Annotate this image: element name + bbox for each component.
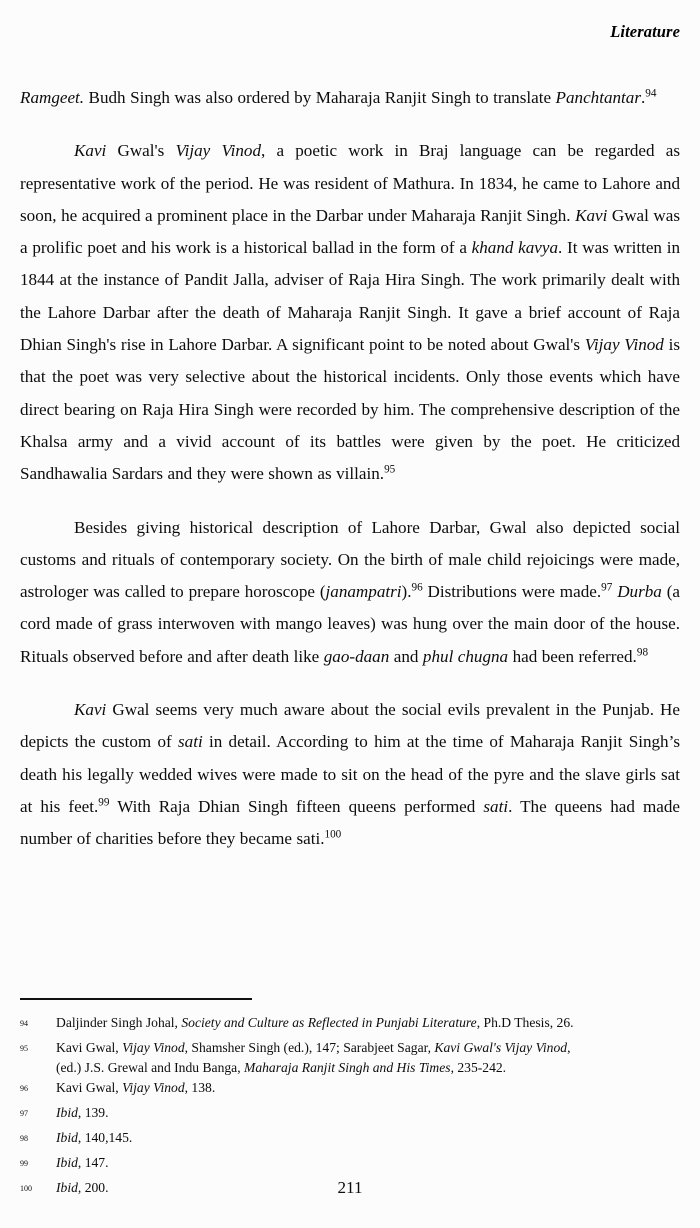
text-run: , 147. (77, 1154, 109, 1170)
italic-title: Ibid (56, 1104, 78, 1120)
footnote-line (56, 1013, 680, 1033)
text-run: Besides giving historical description of Lahore Darbar, Gwal also depicted social customs and rituals of contemporary society. On the birth of male child rejoicings were made, astrologer was called to prepare horoscope ( (20, 517, 680, 602)
italic-title: Kavi Gwal's Vijay Vinod (434, 1039, 568, 1055)
footnote-line (56, 1153, 680, 1173)
text-run: . (641, 88, 646, 107)
footnote-line (56, 1128, 680, 1148)
footnote-reference[interactable]: 97 (601, 581, 613, 594)
italic-title: khand kavya (471, 238, 559, 258)
footnote-text (56, 1013, 680, 1033)
footnote-reference[interactable]: 98 (636, 646, 649, 659)
footnote-number: 96 (20, 1083, 28, 1093)
text-run: , a poetic work in Braj language can be regarded as representative work of the period. He was resident of Mathura. In 1834, he came to Lahore and soon, he acquired a prominent place in the Darbar under Maharaja Ranjit Singh. (20, 141, 680, 225)
text-run: Budh Singh was also ordered by Maharaja Ranjit Singh to translate (84, 88, 556, 107)
footnote-line (56, 1058, 680, 1078)
italic-title: Vijay Vinod (122, 1079, 185, 1095)
text-run: Gwal's (106, 141, 176, 161)
text-run: ). (401, 582, 412, 602)
italic-title: Kavi (575, 205, 608, 225)
italic-title: Society and Culture as Reflected in Punjabi Literature (181, 1015, 477, 1030)
para-besides-historical (20, 512, 680, 673)
text-run: Daljinder Singh Johal, (56, 1015, 182, 1030)
text-run: , 200. (77, 1179, 109, 1195)
text-run: . It was written in 1844 at the instance of Pandit Jalla, adviser of Raja Hira Singh. The work primarily dealt with the Lahore Darbar after the death of Maharaja Ranjit Singh. It gave a brief account of Raja Dhian Singh's rise in Lahore Darbar. A significant point to be noted about Gwal's (20, 238, 680, 355)
text-run: , 139. (77, 1104, 109, 1120)
italic-title: phul chugna (422, 646, 509, 666)
text-run: is that the poet was very selective about the historical incidents. Only those events which have direct bearing on Raja Hira Singh were recorded by him. The comprehensive description of the Khalsa army and a vivid account of its battles were given by the poet. He criticized Sandhawalia Sardars and they were shown as villain. (20, 335, 680, 484)
text-run: in detail. According to him at the time of Maharaja Ranjit Singh’s death his legally wedded wives were made to sit on the head of the pyre and the slave girls sat at his feet. (20, 732, 680, 816)
footnote-separator-rule (20, 998, 252, 1000)
italic-title: Maharaja Ranjit Singh and His Times (244, 1059, 451, 1075)
italic-title: Vijay Vinod (175, 141, 262, 161)
text-run: , 140,145. (77, 1129, 133, 1145)
text-run: had been referred. (508, 646, 637, 666)
footnote-line (56, 1078, 680, 1098)
italic-title: Ibid (56, 1129, 78, 1145)
text-run: , 138. (184, 1079, 216, 1095)
footnote-text (56, 1128, 680, 1148)
text-run: With Raja Dhian Singh fifteen queens performed (109, 796, 484, 816)
footnote-number: 99 (20, 1158, 28, 1168)
text-run: . The queens had made number of charities before they became sati. (20, 796, 681, 849)
text-run: Kavi Gwal, (56, 1039, 123, 1055)
footnote-number: 95 (20, 1043, 28, 1053)
italic-title: Vijay Vinod (122, 1039, 185, 1055)
text-run: (a cord made of grass interwoven with mango leaves) was hung over the main door of the house. Rituals observed before and after death like (20, 582, 680, 666)
text-run: Gwal was a prolific poet and his work is a historical ballad in the form of a (20, 205, 680, 258)
running-header: Literature (610, 22, 680, 41)
italic-title: Vijay Vinod (584, 335, 664, 355)
footnote-reference[interactable]: 95 (384, 463, 396, 476)
footnote-entry (20, 1128, 680, 1153)
footnote-number: 94 (20, 1019, 28, 1028)
italic-title: gao-daan (323, 646, 390, 666)
footnote-entry (20, 1038, 680, 1078)
footnote-entry (20, 1078, 680, 1103)
italic-title: Kavi (74, 141, 107, 161)
text-run: , Ph.D Thesis, 26. (476, 1015, 574, 1030)
footnote-reference[interactable]: 96 (411, 581, 423, 594)
footnote-list (20, 1013, 680, 1203)
footnote-entry (20, 1153, 680, 1178)
text-run: and (389, 646, 423, 666)
text-run: , (567, 1039, 571, 1055)
body-text (20, 82, 680, 856)
italic-title: Durba (617, 582, 662, 602)
italic-title: Ramgeet. (20, 88, 85, 107)
text-run: , Shamsher Singh (ed.), 147; Sarabjeet Sagar, (184, 1039, 435, 1055)
para-ramgeet (20, 82, 680, 114)
footnote-number: 97 (20, 1108, 28, 1118)
italic-title: sati (178, 732, 203, 752)
footnote-reference[interactable]: 94 (645, 87, 657, 100)
italic-title: Kavi (74, 700, 107, 720)
text-run: Gwal seems very much aware about the social evils prevalent in the Punjab. He depicts the custom of (20, 700, 680, 752)
footnote-text (56, 1078, 680, 1098)
footnote-entry (20, 1013, 680, 1038)
footnote-reference[interactable]: 100 (324, 828, 342, 841)
footnote-text (56, 1153, 680, 1173)
text-run: Kavi Gwal, (56, 1079, 123, 1095)
footnote-line (56, 1038, 680, 1058)
italic-title: Panchtantar (555, 88, 641, 107)
italic-title: janampatri (325, 582, 402, 602)
text-run: , 235-242. (450, 1059, 507, 1075)
footnote-entry (20, 1103, 680, 1128)
footnote-number: 100 (20, 1183, 32, 1193)
text-run: (ed.) J.S. Grewal and Indu Banga, (56, 1059, 244, 1075)
text-run: Distributions were made. (422, 582, 602, 602)
italic-title: Ibid (56, 1154, 78, 1170)
page-number: 211 (337, 1178, 363, 1197)
footnote-number: 98 (20, 1133, 28, 1143)
para-social-evils (20, 694, 680, 855)
para-kavi-gwal-vijay-vinod (20, 135, 680, 490)
italic-title: sati (483, 796, 509, 816)
footnote-reference[interactable]: 99 (98, 796, 110, 809)
footnote-line (56, 1103, 680, 1123)
footnote-text (56, 1103, 680, 1123)
footnote-text (56, 1038, 680, 1078)
italic-title: Ibid (56, 1179, 78, 1195)
